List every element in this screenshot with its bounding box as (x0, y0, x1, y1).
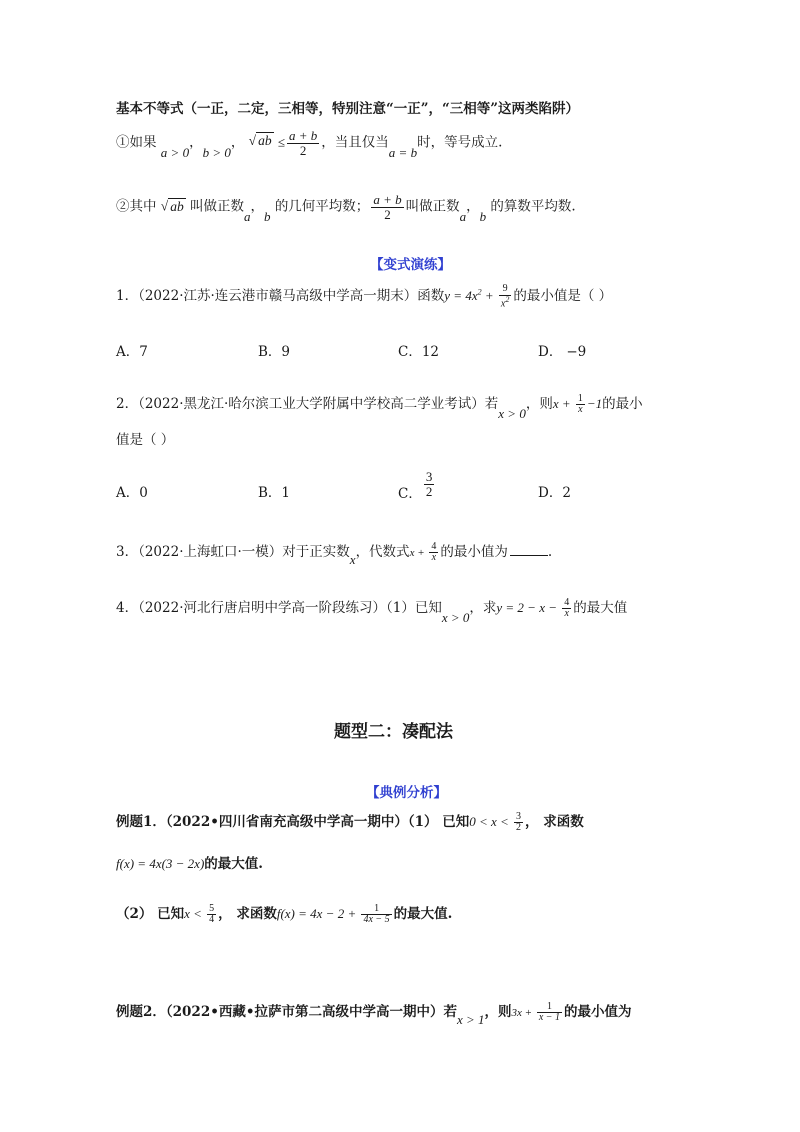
answer-blank (510, 555, 548, 556)
q1-option-a: A．7 (116, 344, 148, 360)
q2-option-a: A．0 (116, 485, 148, 501)
q1-option-b: B．9 (258, 344, 291, 360)
q1-option-d: D． −9 (538, 344, 587, 360)
question-2-line2: 值是（ ） (116, 432, 175, 448)
q2-option-b: B．1 (258, 485, 291, 501)
question-1: 1．（2022·江苏·连云港市赣马高级中学高一期末）函数$y = 4x^2$ + $\frac{9}{x^2}$ 的最小值是（ ） (116, 283, 613, 309)
q2-option-c: C． $\frac{3}{2}$ (398, 469, 433, 502)
example-1: 例题1．（2022•四川省南充高级中学高一期中）（1） 已知0 < x < $\frac{3}{2}$ ， 求函数 (116, 810, 584, 833)
example-1-part2: （2） 已知x < $\frac{5}{4}$ ， 求函数f(x) = 4x − 2 + $\frac{1}{4x - 5}$ 的最大值. (116, 902, 453, 925)
analysis-title: 【典例分析】 (366, 785, 447, 801)
question-2: 2．（2022·黑龙江·哈尔滨工业大学附属中学校高二学业考试）若x > 0，则x + $\frac{1}{x}$ −1的最小 (116, 392, 643, 421)
question-4: 4．（2022·河北行唐启明中学高一阶段练习）（1）已知x > 0，求y = 2 − x − $\frac{4}{x}$ 的最大值 (116, 596, 628, 625)
q2-option-d: D．2 (538, 485, 571, 501)
q1-option-c: C．12 (398, 344, 440, 360)
example-2: 例题2．（2022•西藏•拉萨市第二高级中学高一期中）若x > 1，则3x + $\frac{1}{x - 1}$ 的最小值为 (116, 1000, 632, 1027)
example-1-line2: f(x) = 4x(3 − 2x)的最大值. (116, 856, 263, 872)
property-2: ②其中 √ ab 叫做正数a，b 的几何平均数； $\frac{a + b}{2}$ 叫做正数a，b 的算数平均数. (116, 192, 576, 224)
question-3: 3．（2022·上海虹口·一模）对于正实数x，代数式x + $\frac{4}{x}$ 的最小值为 . (116, 540, 553, 567)
property-1: ①如果 a > 0，b > 0， √ ab ≤ $\frac{a + b}{2}$ ，当且仅当a = b时，等号成立. (116, 128, 503, 160)
section-heading: 基本不等式（一正，二定，三相等，特别注意“一正”，“三相等”这两类陷阱） (116, 101, 580, 117)
practice-title: 【变式演练】 (370, 257, 451, 273)
type-2-title: 题型二：凑配法 (334, 722, 453, 742)
